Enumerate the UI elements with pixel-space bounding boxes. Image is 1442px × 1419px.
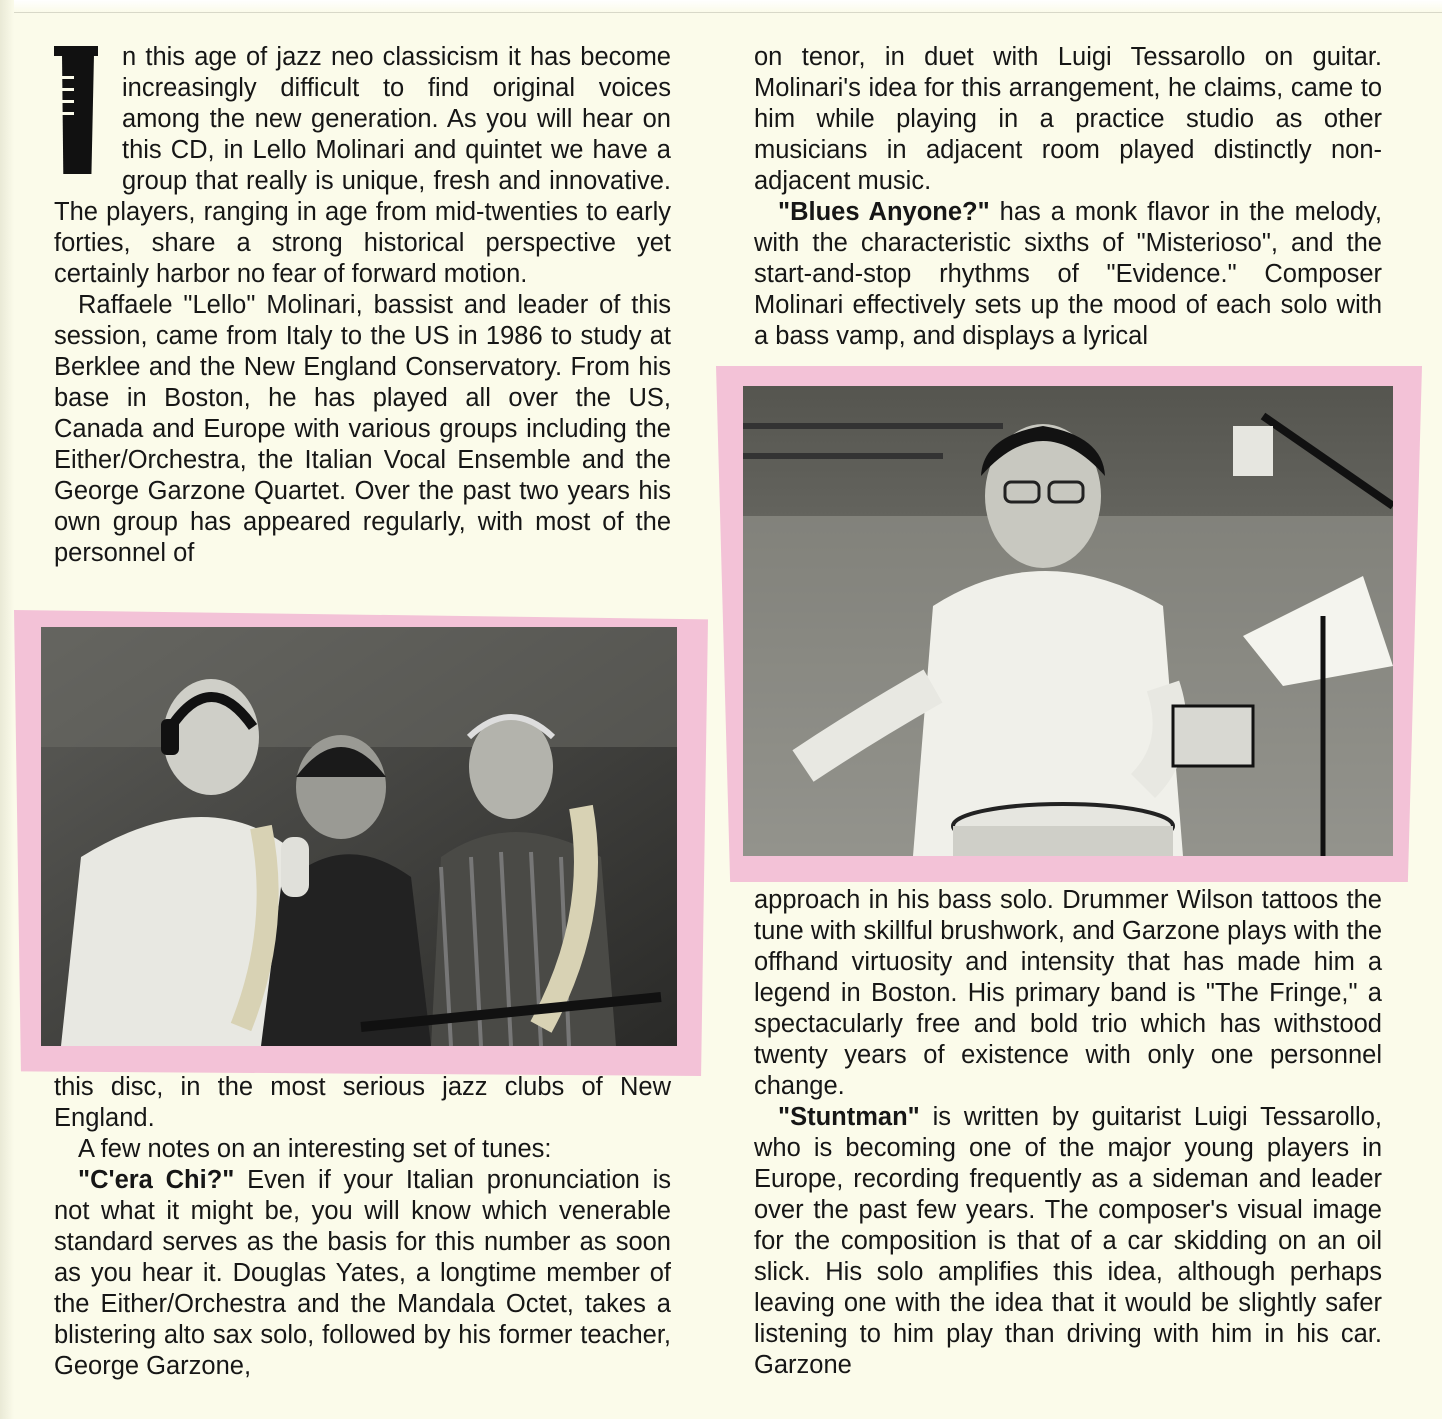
tune-stuntman-text: is written by guitarist Luigi Tessarollo, who is becoming one of the major young players in Europe, recording frequently as a sideman and leader over the past few years. The composer's visual image for the composition is that of a car skidding on an oil slick. His solo amplifies this idea, although perhaps leaving one with the idea that it would be slightly safer listening to him play than driving with him in his car. Garzone	[754, 1103, 1382, 1379]
tune-stuntman-paragraph	[754, 1102, 1382, 1381]
tune-title-cera-chi: "C'era Chi?"	[78, 1166, 235, 1194]
bio-paragraph-continued: this disc, in the most serious jazz clubs of New England.	[54, 1073, 671, 1132]
right-column-bottom	[754, 885, 1382, 1381]
intro-paragraph: n this age of jazz neo classicism it has become increasingly difficult to find original voices among the new generation. As you will hear on this CD, in Lello Molinari and quintet we have a group that really is unique, fresh and innovative. The players, ranging in age from mid-twenties to early forties, share a strong historical perspective yet certainly harbor no fear of forward motion.	[54, 43, 671, 288]
page-binding-edge	[0, 0, 14, 1419]
tune-blues-anyone-text: has a monk flavor in the melody, with the characteristic sixths of "Misterioso", and the start-and-stop rhythms of "Evidence." Composer Molinari effectively sets up the mood of each solo with a bass vamp, and displays a lyrical	[754, 198, 1382, 350]
bio-paragraph: Raffaele "Lello" Molinari, bassist and leader of this session, came from Italy to the US in 1986 to study at Berklee and the New England Conservatory. From his base in Boston, he has played all over the US, Canada and Europe with various groups including the Either/Orchestra, the Italian Vocal Ensemble and the George Garzone Quartet. Over the past two years his own group has appeared regularly, with most of the personnel of	[54, 291, 671, 567]
band-photo-bassist	[743, 386, 1393, 856]
tune-title-stuntman: "Stuntman"	[778, 1103, 920, 1131]
right-column-top	[754, 42, 1382, 352]
tune-blues-anyone-paragraph	[754, 197, 1382, 352]
tune-blues-anyone-continued: approach in his bass solo. Drummer Wilson tattoos the tune with skillful brushwork, and Garzone plays with the offhand virtuosity and intensity that has made him a legend in Boston. His primary band is "The Fringe," a spectacularly free and bold trio which has withstood twenty years of existence with only one personnel change.	[754, 886, 1382, 1100]
page-top-edge	[0, 0, 1442, 13]
dropcap-letter-i	[54, 46, 114, 174]
left-column-bottom	[54, 1072, 671, 1382]
band-photo-saxophonists	[41, 627, 677, 1046]
tunes-intro: A few notes on an interesting set of tunes:	[78, 1135, 552, 1163]
tune-cera-chi-text: Even if your Italian pronunciation is not what it might be, you will know which venerable standard serves as the basis for this number as soon as you hear it. Douglas Yates, a longtime member of the Either/Orchestra and the Mandala Octet, takes a blistering alto sax solo, followed by his former teacher, George Garzone,	[54, 1166, 672, 1380]
tune-cera-chi-continued: on tenor, in duet with Luigi Tessarollo on guitar. Molinari's idea for this arrangement, he claims, came to him while playing in a practice studio as other musicians in adjacent room played distinctly non-adjacent music.	[754, 43, 1382, 195]
left-column-top	[54, 42, 671, 569]
tune-cera-chi-paragraph	[54, 1165, 671, 1382]
tune-title-blues-anyone: "Blues Anyone?"	[778, 198, 990, 226]
